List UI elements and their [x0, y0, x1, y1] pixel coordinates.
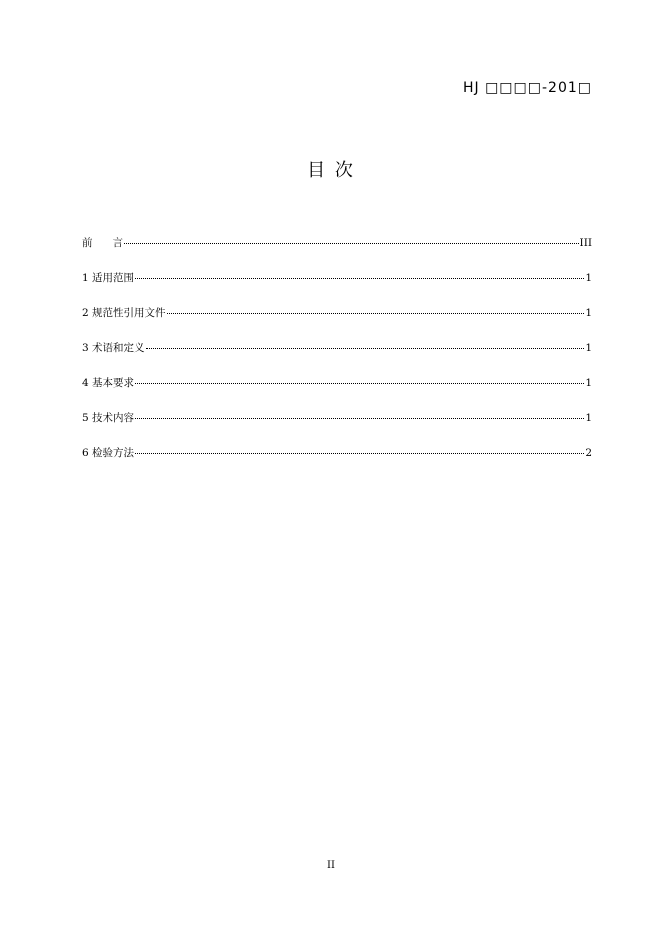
page-number: II [327, 860, 335, 871]
toc-leader-dots [135, 417, 584, 419]
toc-entry-label: 6 检验方法 [82, 447, 135, 459]
toc-entry-test-methods[interactable] [82, 446, 592, 481]
toc-leader-dots [124, 242, 579, 244]
table-of-contents [82, 236, 592, 481]
toc-leader-dots [135, 277, 584, 279]
toc-entry-scope[interactable] [82, 271, 592, 306]
toc-leader-dots [146, 347, 585, 349]
toc-entry-page: 1 [585, 307, 592, 319]
toc-entry-page: 2 [585, 447, 592, 459]
toc-entry-label: 4 基本要求 [82, 377, 135, 389]
toc-entry-label: 3 术语和定义 [82, 342, 145, 354]
toc-leader-dots [167, 312, 585, 314]
toc-entry-page: 1 [585, 342, 592, 354]
toc-entry-label: 1 适用范围 [82, 272, 135, 284]
toc-entry-label: 5 技术内容 [82, 412, 135, 424]
toc-entry-page: III [579, 237, 592, 249]
toc-entry-technical-content[interactable] [82, 411, 592, 446]
toc-title: 目 次 [307, 160, 355, 181]
toc-entry-basic-requirements[interactable] [82, 376, 592, 411]
toc-entry-foreword[interactable] [82, 236, 592, 271]
toc-entry-terms-definitions[interactable] [82, 341, 592, 376]
toc-entry-label: 2 规范性引用文件 [82, 307, 166, 319]
toc-entry-page: 1 [585, 377, 592, 389]
toc-leader-dots [135, 452, 584, 454]
toc-entry-page: 1 [585, 412, 592, 424]
toc-entry-normative-references[interactable] [82, 306, 592, 341]
toc-entry-label: 前 言 [82, 237, 124, 249]
toc-entry-page: 1 [585, 272, 592, 284]
standard-code: HJ □□□□-201□ [462, 80, 592, 96]
toc-leader-dots [135, 382, 584, 384]
